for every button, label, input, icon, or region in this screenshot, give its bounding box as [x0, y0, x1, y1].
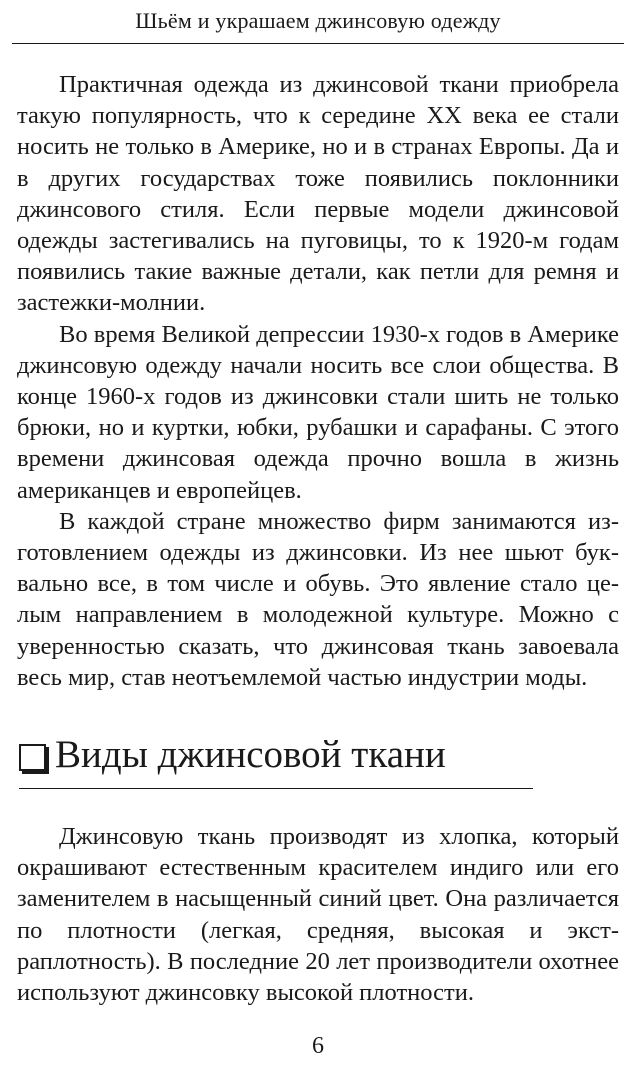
paragraph: В каждой стране множество фирм занимаются изготовлением одежды из джинсовки. Из нее шьют буквально все, в том числе и обувь. Это явление стало целым направлением в молодежной культуре. Можно с уверенностью сказать, что джинсовая ткань завоевала весь мир, став неотъемлемой частью индустрии моды. [17, 507, 619, 691]
header-divider [12, 43, 624, 44]
section-title: Виды джинсовой ткани [55, 733, 446, 776]
page-number: 6 [312, 1033, 324, 1059]
running-header: Шьём и украшаем джинсовую одежду [135, 8, 501, 33]
paragraph: Джинсовую ткань производят из хлопка, который окрашивают естественным красителем индиго или его заменителем в насыщенный синий цвет. Она различается по плотности (легкая, средняя, высокая и экстраплотность). В последние 20 лет производители охотнее используют джинсовку высокой плотности. [17, 823, 619, 1007]
checkbox-icon [19, 744, 46, 771]
heading-underline [19, 788, 533, 789]
paragraph: Во время Великой депрессии 1930-х годов в Америке джинсовую одежду начали носить все слои общества. В конце 1960-х годов из джинсовки стали шить не только брюки, но и куртки, юбки, рубашки и сарафаны. С этого времени джинсовая одежда прочно вошла в жизнь американцев и европейцев. [17, 320, 619, 504]
intro-text [17, 69, 619, 693]
paragraph: Практичная одежда из джинсовой ткани приобрела такую популярность, что к середине XX века ее стали носить не только в Америке, но и в странах Европы. Да и в других государствах тоже появились поклонники джинсового стиля. Если первые модели джинсовой одежды застегивались на пуговицы, то к 1920-м годам появились такие важные детали, как петли для ремня и застежки-молнии. [17, 71, 619, 317]
section-heading [19, 730, 619, 780]
section-text [17, 821, 619, 1008]
